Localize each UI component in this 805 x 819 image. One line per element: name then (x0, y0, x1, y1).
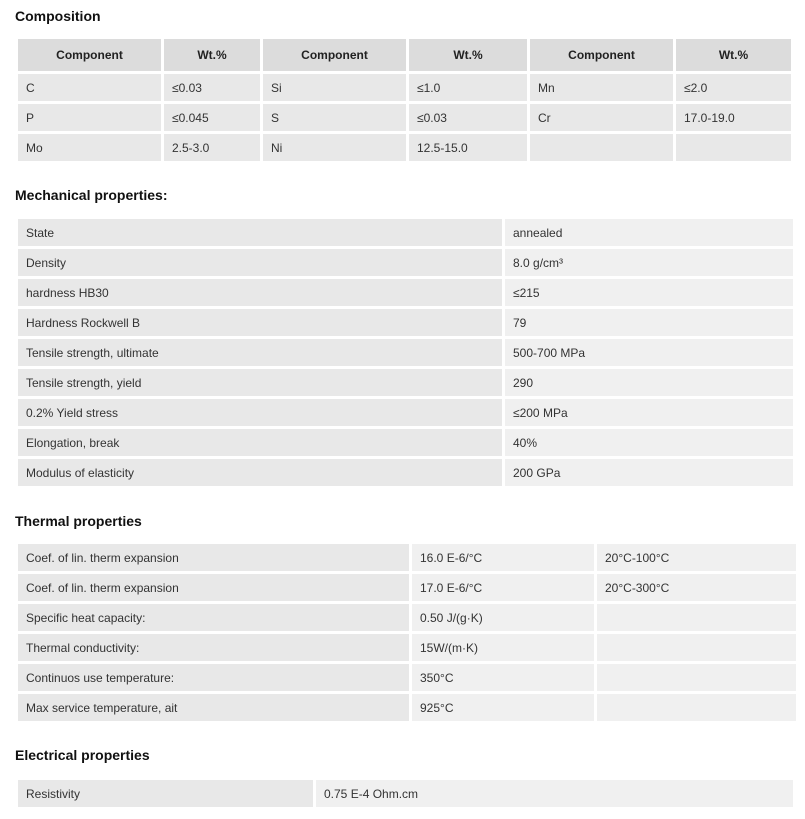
property-name: 0.2% Yield stress (18, 399, 502, 426)
mechanical-properties-table (15, 216, 796, 489)
property-value: 0.50 J/(g·K) (412, 604, 594, 631)
table-row (18, 369, 793, 396)
wt-cell (676, 134, 791, 161)
table-row (18, 219, 793, 246)
header-wt: Wt.% (409, 39, 527, 71)
table-row (18, 634, 796, 661)
property-value: 350°C (412, 664, 594, 691)
electrical-properties-title: Electrical properties (15, 747, 150, 763)
property-name: Resistivity (18, 780, 313, 807)
header-wt: Wt.% (164, 39, 260, 71)
mechanical-properties-title: Mechanical properties: (15, 187, 168, 203)
table-row (18, 664, 796, 691)
table-row (18, 459, 793, 486)
table-row (18, 309, 793, 336)
property-name: Tensile strength, ultimate (18, 339, 502, 366)
property-name: hardness HB30 (18, 279, 502, 306)
table-row (18, 249, 793, 276)
component-cell: P (18, 104, 161, 131)
property-condition (597, 604, 796, 631)
component-cell: Mn (530, 74, 673, 101)
property-name: Specific heat capacity: (18, 604, 409, 631)
table-row (18, 544, 796, 571)
header-wt: Wt.% (676, 39, 791, 71)
property-condition: 20°C-100°C (597, 544, 796, 571)
property-name: Modulus of elasticity (18, 459, 502, 486)
property-name: Density (18, 249, 502, 276)
wt-cell: ≤1.0 (409, 74, 527, 101)
property-condition (597, 634, 796, 661)
table-row (18, 780, 793, 807)
table-row (18, 694, 796, 721)
table-row (18, 279, 793, 306)
property-value: 200 GPa (505, 459, 793, 486)
wt-cell: ≤2.0 (676, 74, 791, 101)
property-condition (597, 694, 796, 721)
table-row (18, 429, 793, 456)
property-name: Continuos use temperature: (18, 664, 409, 691)
composition-header-row (18, 39, 791, 71)
property-value: 15W/(m·K) (412, 634, 594, 661)
table-row (18, 134, 791, 161)
property-value: 925°C (412, 694, 594, 721)
composition-title: Composition (15, 8, 101, 24)
property-name: Hardness Rockwell B (18, 309, 502, 336)
table-row (18, 339, 793, 366)
property-name: Max service temperature, ait (18, 694, 409, 721)
property-condition: 20°C-300°C (597, 574, 796, 601)
wt-cell: 2.5-3.0 (164, 134, 260, 161)
component-cell: S (263, 104, 406, 131)
component-cell: C (18, 74, 161, 101)
electrical-properties-table (15, 777, 796, 810)
wt-cell: ≤0.03 (409, 104, 527, 131)
header-component: Component (263, 39, 406, 71)
property-name: Elongation, break (18, 429, 502, 456)
thermal-properties-table (15, 541, 799, 724)
table-row (18, 604, 796, 631)
thermal-properties-title: Thermal properties (15, 513, 142, 529)
table-row (18, 104, 791, 131)
property-value: 79 (505, 309, 793, 336)
header-component: Component (530, 39, 673, 71)
component-cell: Ni (263, 134, 406, 161)
property-value: 290 (505, 369, 793, 396)
property-name: Coef. of lin. therm expansion (18, 574, 409, 601)
property-value: 0.75 E-4 Ohm.cm (316, 780, 793, 807)
wt-cell: ≤0.045 (164, 104, 260, 131)
table-row (18, 74, 791, 101)
component-cell (530, 134, 673, 161)
header-component: Component (18, 39, 161, 71)
property-value: ≤200 MPa (505, 399, 793, 426)
wt-cell: 12.5-15.0 (409, 134, 527, 161)
property-value: ≤215 (505, 279, 793, 306)
property-name: Coef. of lin. therm expansion (18, 544, 409, 571)
property-name: State (18, 219, 502, 246)
wt-cell: 17.0-19.0 (676, 104, 791, 131)
property-name: Thermal conductivity: (18, 634, 409, 661)
table-row (18, 574, 796, 601)
property-value: 8.0 g/cm³ (505, 249, 793, 276)
component-cell: Si (263, 74, 406, 101)
table-row (18, 399, 793, 426)
property-name: Tensile strength, yield (18, 369, 502, 396)
property-value: 17.0 E-6/°C (412, 574, 594, 601)
property-value: 40% (505, 429, 793, 456)
composition-table (15, 36, 794, 164)
property-value: 500-700 MPa (505, 339, 793, 366)
property-value: 16.0 E-6/°C (412, 544, 594, 571)
component-cell: Mo (18, 134, 161, 161)
wt-cell: ≤0.03 (164, 74, 260, 101)
property-value: annealed (505, 219, 793, 246)
component-cell: Cr (530, 104, 673, 131)
property-condition (597, 664, 796, 691)
